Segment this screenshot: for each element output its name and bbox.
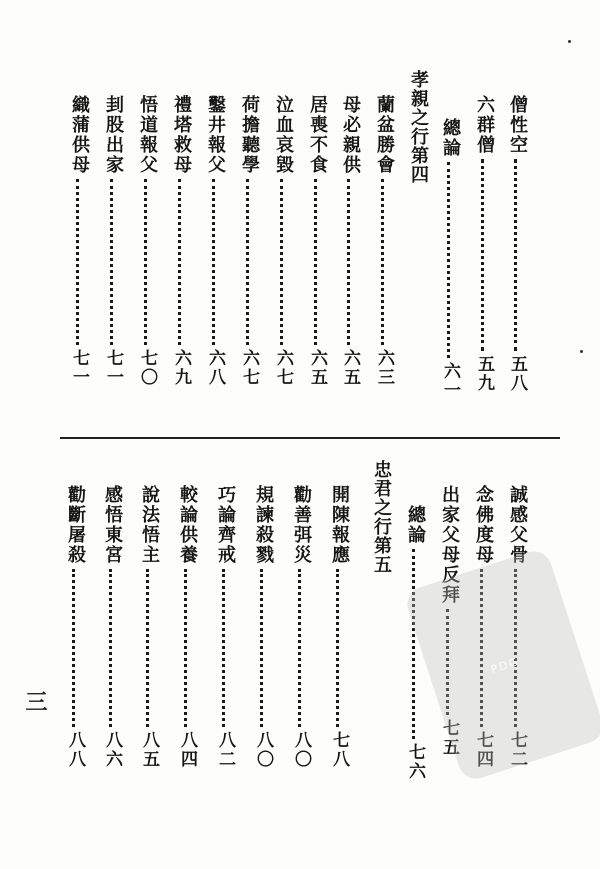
entry-page: 六八 bbox=[205, 349, 225, 387]
dot-leader bbox=[336, 569, 343, 727]
entry-page: 八四 bbox=[177, 731, 197, 769]
entry-page: 七二 bbox=[507, 731, 527, 769]
section-title: 忠君之行第五 bbox=[371, 460, 392, 574]
dot-leader bbox=[110, 179, 117, 345]
entry-page: 七一 bbox=[103, 349, 123, 387]
toc-entry[interactable] bbox=[167, 95, 195, 387]
toc-entry[interactable] bbox=[65, 95, 93, 387]
entry-page: 六一 bbox=[440, 362, 460, 400]
dot-leader bbox=[222, 569, 229, 727]
entry-title: 蘭盆勝會 bbox=[374, 95, 395, 175]
entry-title: 六群僧 bbox=[474, 95, 495, 155]
toc-entry[interactable] bbox=[201, 95, 229, 387]
entry-title: 泣血哀毀 bbox=[273, 95, 294, 175]
toc-entry[interactable] bbox=[503, 95, 531, 393]
entry-page: 六七 bbox=[273, 349, 293, 387]
dot-leader bbox=[381, 179, 388, 345]
dot-leader bbox=[447, 162, 454, 358]
entry-page: 五九 bbox=[474, 355, 494, 393]
entry-page: 八〇 bbox=[291, 731, 311, 769]
entry-title: 總論 bbox=[440, 118, 461, 158]
dot-leader bbox=[298, 569, 305, 727]
entry-title: 禮塔救母 bbox=[171, 95, 192, 175]
entry-page: 六三 bbox=[374, 349, 394, 387]
entry-page: 七四 bbox=[473, 731, 493, 769]
dot-leader bbox=[280, 179, 287, 345]
entry-page: 八〇 bbox=[253, 731, 273, 769]
toc-entry[interactable] bbox=[135, 485, 163, 769]
section-divider bbox=[60, 437, 560, 439]
dot-leader bbox=[212, 179, 219, 345]
toc-entry[interactable] bbox=[61, 485, 89, 769]
dot-leader bbox=[184, 569, 191, 727]
library-watermark-stamp bbox=[403, 547, 600, 784]
dot-leader bbox=[146, 569, 153, 727]
entry-title: 鑿井報父 bbox=[205, 95, 226, 175]
section-heading bbox=[367, 460, 395, 574]
section-heading bbox=[404, 70, 432, 184]
entry-title: 居喪不食 bbox=[307, 95, 328, 175]
entry-page: 七一 bbox=[69, 349, 89, 387]
entry-page: 八五 bbox=[139, 731, 159, 769]
entry-page: 五八 bbox=[507, 355, 527, 393]
toc-entry[interactable] bbox=[173, 485, 201, 769]
entry-title: 較論供養 bbox=[177, 485, 198, 565]
dot-leader bbox=[246, 179, 253, 345]
page-number: 三 bbox=[22, 690, 48, 712]
toc-entry[interactable] bbox=[98, 485, 126, 769]
entry-title: 勸善弭災 bbox=[291, 485, 312, 565]
entry-page: 七六 bbox=[405, 743, 425, 781]
dot-leader bbox=[412, 549, 419, 739]
entry-title: 母必親供 bbox=[340, 95, 361, 175]
toc-entry[interactable] bbox=[287, 485, 315, 769]
entry-page: 八六 bbox=[102, 731, 122, 769]
scan-speck bbox=[568, 40, 571, 43]
scan-speck bbox=[580, 350, 583, 353]
entry-page: 六五 bbox=[307, 349, 327, 387]
toc-entry[interactable] bbox=[269, 95, 297, 387]
dot-leader bbox=[72, 569, 79, 727]
toc-entry[interactable] bbox=[133, 95, 161, 387]
section-title: 孝親之行第四 bbox=[408, 70, 429, 184]
entry-page: 七〇 bbox=[137, 349, 157, 387]
entry-title: 規諫殺戮 bbox=[253, 485, 274, 565]
entry-page: 七八 bbox=[329, 731, 349, 769]
entry-title: 僧性空 bbox=[507, 95, 528, 155]
entry-title: 織蒲供母 bbox=[69, 95, 90, 175]
toc-entry[interactable] bbox=[470, 95, 498, 393]
dot-leader bbox=[514, 159, 521, 351]
dot-leader bbox=[347, 179, 354, 345]
entry-title: 出家父母反拜 bbox=[439, 485, 460, 605]
toc-entry[interactable] bbox=[303, 95, 331, 387]
entry-title: 感悟東宮 bbox=[102, 485, 123, 565]
entry-page: 六七 bbox=[239, 349, 259, 387]
entry-title: 巧論齊戒 bbox=[215, 485, 236, 565]
entry-title: 說法悟主 bbox=[139, 485, 160, 565]
stamp-label: PDG bbox=[488, 654, 522, 676]
toc-entry[interactable] bbox=[235, 95, 263, 387]
entry-title: 勸斷屠殺 bbox=[65, 485, 86, 565]
toc-entry[interactable] bbox=[99, 95, 127, 387]
entry-page: 八二 bbox=[215, 731, 235, 769]
entry-page: 六九 bbox=[171, 349, 191, 387]
entry-page: 六五 bbox=[340, 349, 360, 387]
entry-title: 荷擔聽學 bbox=[239, 95, 260, 175]
dot-leader bbox=[109, 569, 116, 727]
entry-title: 念佛度母 bbox=[473, 485, 494, 565]
entry-title: 誠感父骨 bbox=[507, 485, 528, 565]
toc-entry[interactable] bbox=[211, 485, 239, 769]
dot-leader bbox=[76, 179, 83, 345]
toc-entry[interactable] bbox=[370, 95, 398, 387]
entry-title: 總論 bbox=[405, 505, 426, 545]
entry-title: 開陳報應 bbox=[329, 485, 350, 565]
toc-entry[interactable] bbox=[336, 95, 364, 387]
dot-leader bbox=[144, 179, 151, 345]
toc-entry[interactable] bbox=[325, 485, 353, 769]
entry-title: 刲股出家 bbox=[103, 95, 124, 175]
toc-entry[interactable] bbox=[249, 485, 277, 769]
dot-leader bbox=[260, 569, 267, 727]
entry-page: 七五 bbox=[439, 719, 459, 757]
dot-leader bbox=[314, 179, 321, 345]
entry-title: 悟道報父 bbox=[137, 95, 158, 175]
dot-leader bbox=[481, 159, 488, 351]
entry-page: 八八 bbox=[65, 731, 85, 769]
dot-leader bbox=[178, 179, 185, 345]
toc-entry[interactable] bbox=[436, 118, 464, 400]
